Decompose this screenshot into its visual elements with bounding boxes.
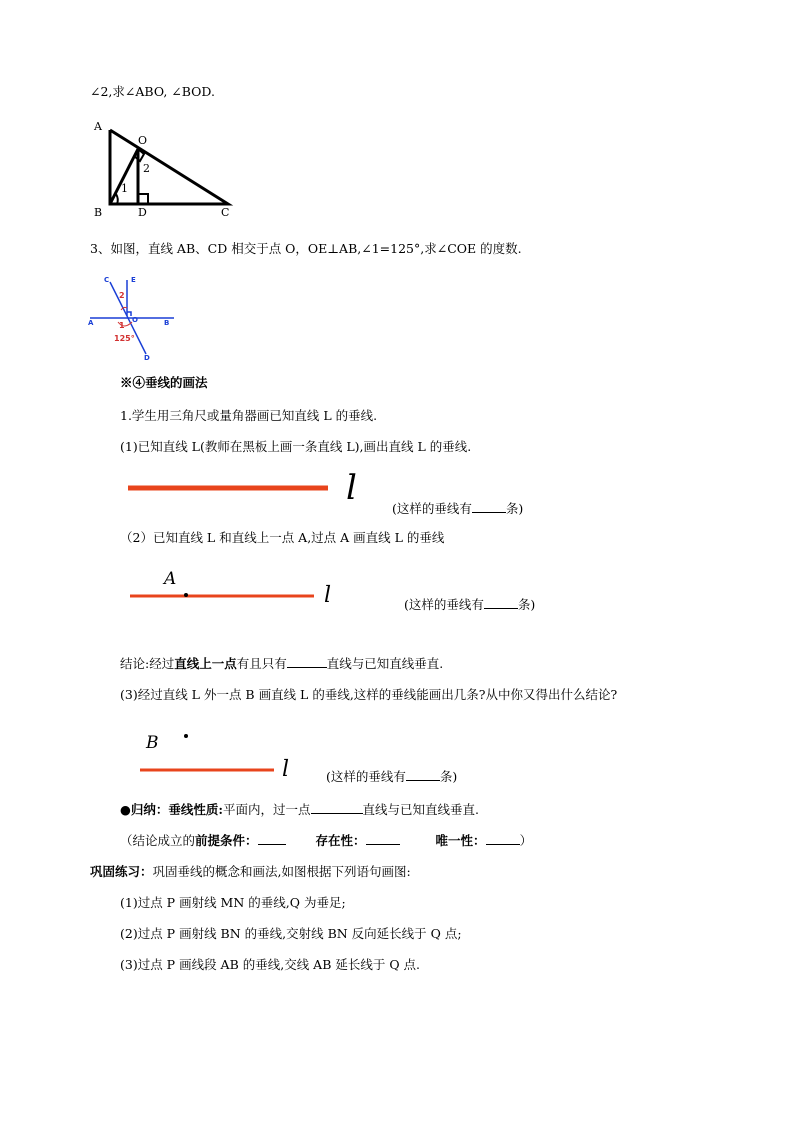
count-prefix: (这样的垂线有 [404,597,484,612]
practice-line [90,864,411,880]
problem-tail-text: ∠2,求∠ABO, ∠BOD. [90,84,215,99]
cond-open: （结论成立的 [120,833,196,848]
label-O: O [138,134,148,147]
count-line-2 [404,596,535,613]
item-1-3-text: (3)经过直线 L 外一点 B 画直线 L 的垂线,这样的垂线能画出几条?从中你又得出什么结论? [120,687,618,702]
label-D: D [138,206,147,219]
cond-premise: 前提条件： [195,833,258,848]
label-E: E [131,276,136,284]
problem-3-text: 3、如图，直线 AB、CD 相交于点 O，OE⊥AB,∠1=125°,求∠COE 的度数. [90,241,522,256]
conclusion-pre: 结论:经过 [120,656,175,671]
label-angle-1: 1 [121,182,128,195]
practice-item-2: (2)过点 P 画射线 BN 的垂线,交射线 BN 反向延长线于 Q 点; [120,926,462,941]
unique-blank[interactable] [486,832,520,845]
label-angle-2: 2 [143,162,150,175]
label-l: l [282,757,290,780]
label-C: C [221,206,230,219]
count-suffix: 条) [439,769,458,784]
item-1-2-text: （2）已知直线 L 和直线上一点 A,过点 A 画直线 L 的垂线 [120,530,445,545]
cond-unique: 唯一性： [435,833,486,848]
count-prefix: (这样的垂线有 [326,769,406,784]
label-l: l [324,583,332,608]
label-l: l [346,468,357,506]
conclusion-blank[interactable] [287,655,327,668]
count-blank-3[interactable] [406,768,440,781]
practice-item-1: (1)过点 P 画射线 MN 的垂线,Q 为垂足; [120,895,346,910]
intersecting-lines-figure [88,270,183,362]
conclusion-line [120,655,443,672]
count-prefix: (这样的垂线有 [392,501,472,516]
label-point-A: A [164,569,177,589]
summary-bold: ●归纳：垂线性质: [120,802,224,817]
label-point-B: B [146,733,159,753]
count-line-3 [326,768,457,785]
count-suffix: 条) [517,597,536,612]
premise-blank[interactable] [258,832,286,845]
summary-line [120,801,479,818]
summary-post: 直线与已知直线垂直. [362,802,480,817]
exist-blank[interactable] [366,832,400,845]
count-blank-1[interactable] [472,500,506,513]
label-D: D [144,354,150,362]
label-B: B [94,206,103,219]
count-blank-2[interactable] [484,596,518,609]
line-l-figure-2 [128,566,348,608]
label-A: A [88,319,94,327]
label-125-degree: 125° [114,334,135,343]
label-angle-2: 2 [119,291,125,300]
cond-exist: 存在性： [315,833,366,848]
conclusion-mid: 有且只有 [236,656,287,671]
practice-text: 巩固垂线的概念和画法,如图根据下列语句画图: [152,864,411,879]
practice-title: 巩固练习： [90,864,153,879]
label-B: B [164,319,170,327]
section-title: ※④垂线的画法 [120,375,208,390]
line-l-figure-1 [126,466,366,506]
count-suffix: 条) [505,501,524,516]
label-angle-1: 1 [119,321,125,330]
conditions-line [120,832,532,849]
item-1-1-text: (1)已知直线 L(教师在黑板上画一条直线 L),画出直线 L 的垂线. [120,439,472,454]
count-line-1 [392,500,523,517]
line-l-figure-3 [138,728,308,780]
item-1-text: 1.学生用三角尺或量角器画已知直线 L 的垂线. [120,408,378,423]
summary-text: 平面内，过一点 [223,802,311,817]
practice-item-3: (3)过点 P 画线段 AB 的垂线,交线 AB 延长线于 Q 点. [120,957,421,972]
label-C: C [104,276,110,284]
cond-close: ） [519,833,533,848]
conclusion-bold: 直线上一点 [174,656,237,671]
summary-blank[interactable] [311,801,363,814]
label-O: O [132,316,138,324]
triangle-figure [88,116,238,222]
conclusion-post: 直线与已知直线垂直. [326,656,444,671]
label-A: A [94,120,102,133]
